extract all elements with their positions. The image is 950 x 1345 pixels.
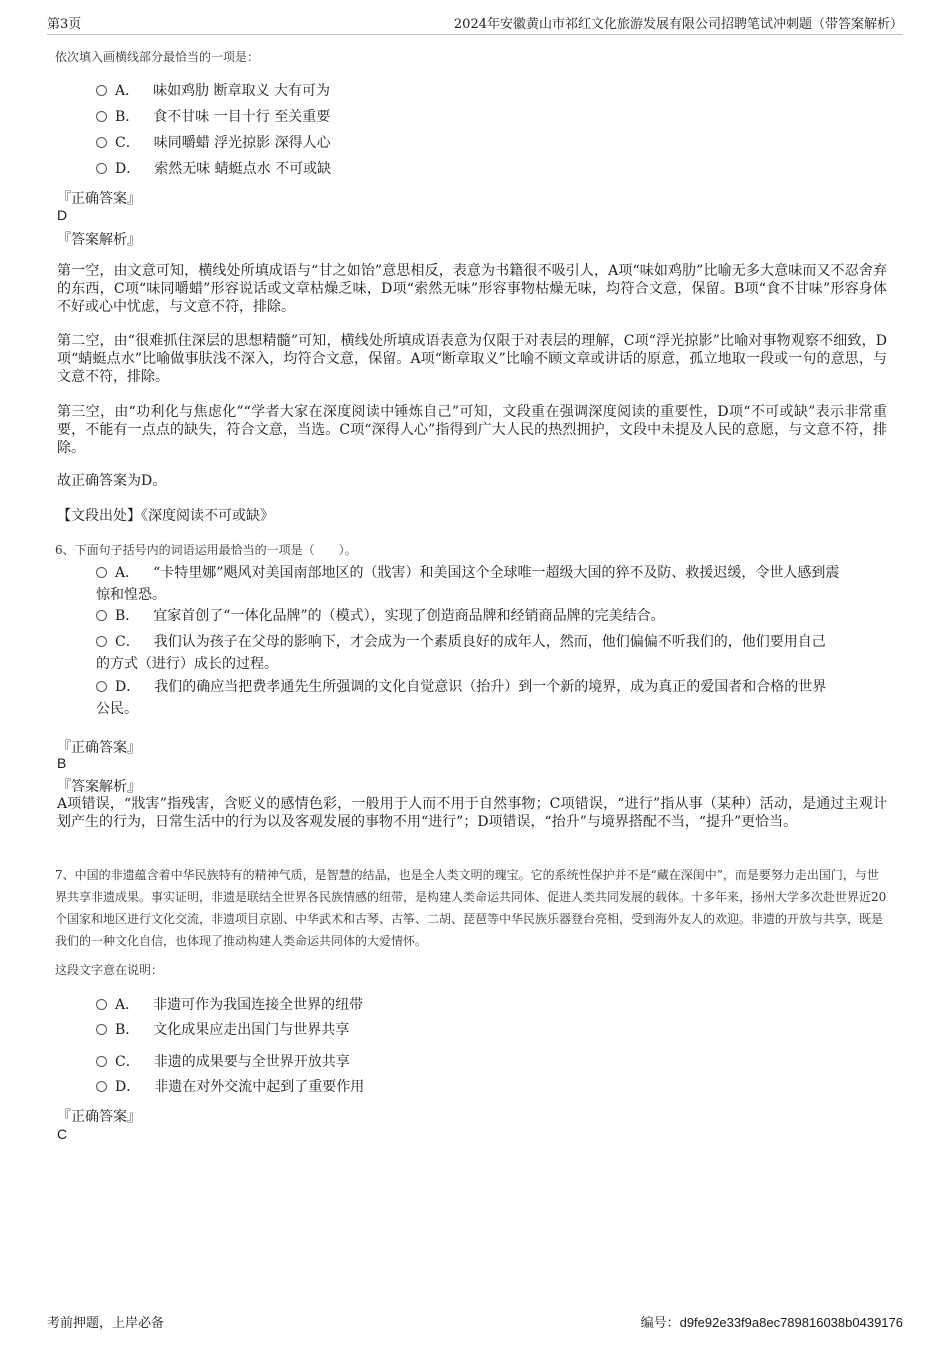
q7-option-a[interactable]: A． 非遗可作为我国连接全世界的纽带 [96, 994, 896, 1016]
page-number: 第3页 [47, 17, 82, 32]
q5-prompt: 依次填入画横线部分最恰当的一项是： [55, 50, 260, 64]
page-footer [47, 1312, 903, 1332]
document-code: 编号：d9fe92e33f9a8ec789816038b0439176 [640, 1315, 903, 1331]
q6-option-b[interactable]: B． 宜家首创了“一体化品牌”的（模式），实现了创造商品牌和经销商品牌的完美结合。 [96, 605, 896, 627]
q5-option-b[interactable]: B． 食不甘味 一目十行 至关重要 [96, 106, 896, 128]
footer-slogan: 考前押题，上岸必备 [47, 1316, 165, 1331]
q7-prompt: 这段文字意在说明： [55, 963, 164, 977]
radio-button[interactable] [96, 85, 107, 96]
radio-button[interactable] [96, 610, 107, 621]
radio-button[interactable] [96, 163, 107, 174]
q5-source: 【文段出处】《深度阅读不可或缺》 [57, 508, 274, 524]
document-title: 2024年安徽黄山市祁红文化旅游发展有限公司招聘笔试冲刺题（带答案解析） [453, 17, 903, 32]
radio-button[interactable] [96, 999, 107, 1010]
radio-button[interactable] [96, 137, 107, 148]
q5-option-d[interactable]: D． 索然无味 蜻蜓点水 不可或缺 [96, 158, 896, 180]
page-header [47, 10, 903, 35]
q7-answer-label: 『正确答案』 [57, 1109, 141, 1125]
q7-passage: 7、中国的非遗蕴含着中华民族特有的精神气质，是智慧的结晶，也是全人类文明的瑰宝。它的系统性保护并不是“藏在深闺中”，而是要努力走出国门，与世界共享非遗成果。事实证明，非遗是联结全世界各民族情感的纽带，是构建人类命运共同体、促进人类共同发展的载体。十多年来，扬州大学多次赴世界近20个国家和地区进行文化交流，非遗项目京剧、中华武术和古琴、古筝、二胡、琵琶等中华民族乐器登台亮相，受到海外友人的欢迎。非遗的开放与共享，既是我们的一种文化自信，也体现了推动构建人类命运共同体的大爱情怀。 [55, 868, 887, 948]
q7-option-c[interactable]: C． 非遗的成果要与全世界开放共享 [96, 1051, 896, 1073]
radio-button[interactable] [96, 567, 107, 578]
q6-answer-label: 『正确答案』 [57, 740, 141, 756]
q7-option-d[interactable]: D． 非遗在对外交流中起到了重要作用 [96, 1076, 896, 1098]
q5-answer: D [57, 207, 68, 223]
q7-answer: C [57, 1126, 68, 1142]
radio-button[interactable] [96, 1056, 107, 1067]
q5-analysis-paragraph: 第一空，由文意可知，横线处所填成语与“甘之如饴”意思相反，表意为书籍很不吸引人，A项“味如鸡肋”比喻无多大意味而又不忍舍弃的东西，C项“味同嚼蜡”形容说话或文章枯燥乏味，D项“索然无味”形容事物枯燥无味，均符合文意，保留。B项“食不甘味”形容身体不好或心中忧虑，与文意不符，排除。 [57, 263, 887, 315]
radio-button[interactable] [96, 681, 107, 692]
q5-answer-label: 『正确答案』 [57, 191, 141, 207]
q6-answer: B [57, 755, 67, 771]
q6-option-a[interactable]: A． “卡特里娜”飓风对美国南部地区的（戕害）和美国这个全球唯一超级大国的猝不及防、救援迟缓，令世人感到震 惊和惶恐。 [96, 565, 840, 603]
q6-option-c[interactable]: C． 我们认为孩子在父母的影响下，才会成为一个素质良好的成年人，然而，他们偏偏不听我们的，他们要用自己 的方式（进行）成长的过程。 [96, 634, 826, 672]
q5-analysis-paragraph: 第二空，由“很难抓住深层的思想精髓”可知，横线处所填成语表意为仅限于对表层的理解，C项“浮光掠影”比喻对事物观察不细致，D项“蜻蜓点水”比喻做事肤浅不深入，均符合文意，保留。A项“断章取义”比喻不顾文章或讲话的原意，孤立地取一段或一句的意思，与文意不符，排除。 [57, 333, 887, 385]
q7-option-b[interactable]: B． 文化成果应走出国门与世界共享 [96, 1019, 896, 1041]
q5-conclusion: 故正确答案为D。 [57, 473, 167, 489]
radio-button[interactable] [96, 111, 107, 122]
q6-analysis: A项错误，“戕害”指残害，含贬义的感情色彩，一般用于人而不用于自然事物；C项错误，“进行”指从事（某种）活动，是通过主观计划产生的行为，日常生活中的行为以及客观发展的事物不用“进行”；D项错误，“抬升”与境界搭配不当，“提升”更恰当。 [57, 796, 887, 830]
radio-button[interactable] [96, 1024, 107, 1035]
q5-analysis-label: 『答案解析』 [57, 232, 141, 248]
q5-option-c[interactable]: C． 味同嚼蜡 浮光掠影 深得人心 [96, 132, 896, 154]
q6-option-d[interactable]: D． 我们的确应当把费孝通先生所强调的文化自觉意识（抬升）到一个新的境界，成为真正的爱国者和合格的世界 公民。 [96, 679, 827, 717]
q5-analysis-paragraph: 第三空，由“功利化与焦虑化”“学者大家在深度阅读中锤炼自己”可知，文段重在强调深度阅读的重要性，D项“不可或缺”表示非常重要，不能有一点点的缺失，符合文意，当选。C项“深得人心”指得到广大人民的热烈拥护，文段中未提及人民的意愿，与文意不符，排除。 [57, 404, 887, 456]
q5-option-a[interactable]: A． 味如鸡肋 断章取义 大有可为 [96, 80, 896, 102]
radio-button[interactable] [96, 1081, 107, 1092]
q6-prompt: 6、下面句子括号内的词语运用最恰当的一项是（ ）。 [55, 543, 357, 557]
q6-analysis-label: 『答案解析』 [57, 779, 141, 795]
radio-button[interactable] [96, 636, 107, 647]
